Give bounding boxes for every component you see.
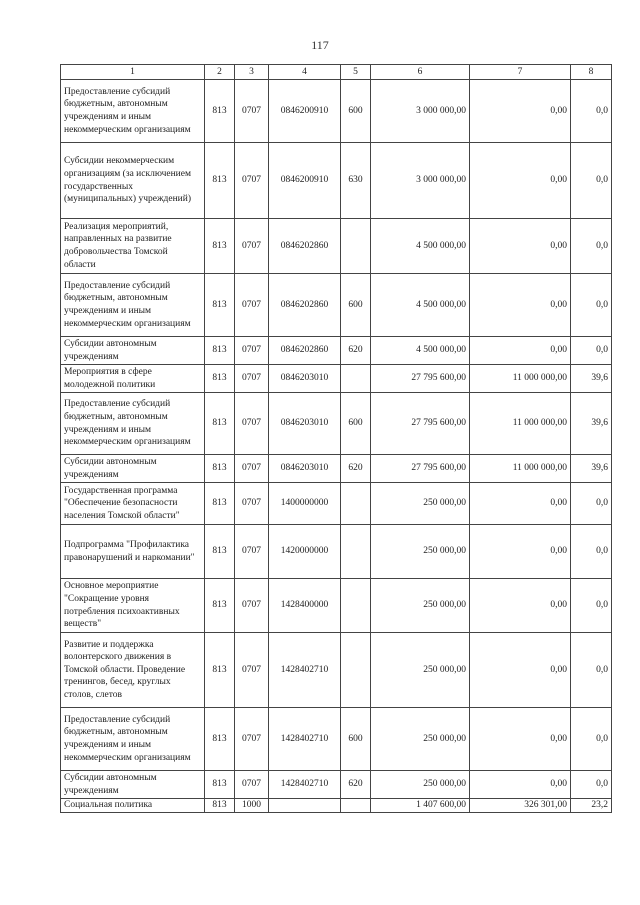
row-pct: 0,0 xyxy=(571,708,612,771)
row-type: 620 xyxy=(341,455,371,483)
row-exec: 11 000 000,00 xyxy=(470,455,571,483)
row-exec: 0,00 xyxy=(470,337,571,365)
row-target: 1400000000 xyxy=(269,483,341,525)
page-number: 117 xyxy=(311,38,329,52)
table-row xyxy=(61,337,612,365)
row-target: 1428402710 xyxy=(269,771,341,799)
row-name: Предоставление субсидий бюджетным, автономным учреждениям и иным некоммерческим организациям xyxy=(61,80,205,143)
row-name: Государственная программа "Обеспечение безопасности населения Томской области" xyxy=(61,483,205,525)
row-pct: 0,0 xyxy=(571,579,612,633)
row-exec: 0,00 xyxy=(470,80,571,143)
row-name: Субсидии некоммерческим организациям (за исключением государственных (муниципальных) учреждений) xyxy=(61,143,205,219)
row-target: 1428402710 xyxy=(269,708,341,771)
row-target: 0846202860 xyxy=(269,337,341,365)
row-ministry: 813 xyxy=(205,337,235,365)
row-pct: 0,0 xyxy=(571,633,612,708)
row-type: 620 xyxy=(341,771,371,799)
row-name: Развитие и поддержка волонтерского движения в Томской области. Проведение тренингов, бесед, круглых столов, слетов xyxy=(61,633,205,708)
row-section: 0707 xyxy=(235,80,269,143)
row-type xyxy=(341,219,371,274)
row-section: 0707 xyxy=(235,143,269,219)
table-row xyxy=(61,393,612,455)
row-exec: 0,00 xyxy=(470,483,571,525)
row-exec: 0,00 xyxy=(470,525,571,579)
row-plan: 250 000,00 xyxy=(371,525,470,579)
row-section: 0707 xyxy=(235,274,269,337)
row-pct: 0,0 xyxy=(571,143,612,219)
row-exec: 0,00 xyxy=(470,579,571,633)
header-cell-4: 4 xyxy=(269,65,341,80)
row-plan: 27 795 600,00 xyxy=(371,365,470,393)
table-row xyxy=(61,633,612,708)
header-row xyxy=(61,65,612,80)
row-ministry: 813 xyxy=(205,365,235,393)
row-target: 0846202860 xyxy=(269,219,341,274)
row-exec: 0,00 xyxy=(470,219,571,274)
row-pct: 0,0 xyxy=(571,219,612,274)
header-cell-2: 2 xyxy=(205,65,235,80)
row-section: 0707 xyxy=(235,708,269,771)
row-plan: 250 000,00 xyxy=(371,579,470,633)
row-exec: 0,00 xyxy=(470,143,571,219)
row-ministry: 813 xyxy=(205,219,235,274)
table-row xyxy=(61,799,612,813)
table-row xyxy=(61,143,612,219)
row-plan: 250 000,00 xyxy=(371,771,470,799)
row-pct: 39,6 xyxy=(571,393,612,455)
header-cell-8: 8 xyxy=(571,65,612,80)
row-ministry: 813 xyxy=(205,274,235,337)
row-name: Субсидии автономным учреждениям xyxy=(61,455,205,483)
row-ministry: 813 xyxy=(205,633,235,708)
row-ministry: 813 xyxy=(205,579,235,633)
row-name: Подпрограмма "Профилактика правонарушений и наркомании" xyxy=(61,525,205,579)
table-row xyxy=(61,708,612,771)
budget-table xyxy=(60,64,612,813)
row-ministry: 813 xyxy=(205,393,235,455)
row-ministry: 813 xyxy=(205,708,235,771)
row-exec: 0,00 xyxy=(470,633,571,708)
row-name: Основное мероприятие "Сокращение уровня потребления психоактивных веществ" xyxy=(61,579,205,633)
row-pct: 23,2 xyxy=(571,799,612,813)
row-pct: 0,0 xyxy=(571,274,612,337)
row-target: 1428402710 xyxy=(269,633,341,708)
row-exec: 0,00 xyxy=(470,708,571,771)
row-target: 0846203010 xyxy=(269,365,341,393)
row-plan: 27 795 600,00 xyxy=(371,455,470,483)
row-target: 0846202860 xyxy=(269,274,341,337)
row-target: 0846200910 xyxy=(269,143,341,219)
row-type: 620 xyxy=(341,337,371,365)
row-pct: 0,0 xyxy=(571,525,612,579)
row-exec: 11 000 000,00 xyxy=(470,365,571,393)
row-name: Реализация мероприятий, направленных на развитие добровольчества Томской области xyxy=(61,219,205,274)
table-row xyxy=(61,80,612,143)
row-ministry: 813 xyxy=(205,771,235,799)
table-row xyxy=(61,219,612,274)
row-pct: 0,0 xyxy=(571,337,612,365)
row-section: 0707 xyxy=(235,365,269,393)
row-exec: 0,00 xyxy=(470,274,571,337)
row-ministry: 813 xyxy=(205,455,235,483)
row-target: 1428400000 xyxy=(269,579,341,633)
row-plan: 3 000 000,00 xyxy=(371,80,470,143)
row-ministry: 813 xyxy=(205,80,235,143)
row-section: 0707 xyxy=(235,393,269,455)
table-row xyxy=(61,483,612,525)
row-exec: 0,00 xyxy=(470,771,571,799)
row-type xyxy=(341,365,371,393)
row-target: 0846203010 xyxy=(269,455,341,483)
table-row xyxy=(61,274,612,337)
row-type: 600 xyxy=(341,393,371,455)
row-section: 0707 xyxy=(235,633,269,708)
row-name: Предоставление субсидий бюджетным, автономным учреждениям и иным некоммерческим организациям xyxy=(61,274,205,337)
row-section: 0707 xyxy=(235,525,269,579)
row-type: 630 xyxy=(341,143,371,219)
row-name: Мероприятия в сфере молодежной политики xyxy=(61,365,205,393)
row-ministry: 813 xyxy=(205,525,235,579)
row-type xyxy=(341,525,371,579)
row-name: Субсидии автономным учреждениям xyxy=(61,771,205,799)
row-plan: 27 795 600,00 xyxy=(371,393,470,455)
header-cell-7: 7 xyxy=(470,65,571,80)
row-plan: 250 000,00 xyxy=(371,633,470,708)
row-target: 1420000000 xyxy=(269,525,341,579)
row-plan: 250 000,00 xyxy=(371,483,470,525)
row-pct: 0,0 xyxy=(571,771,612,799)
row-ministry: 813 xyxy=(205,799,235,813)
row-type xyxy=(341,799,371,813)
row-name: Социальная политика xyxy=(61,799,205,813)
row-type: 600 xyxy=(341,274,371,337)
row-exec: 11 000 000,00 xyxy=(470,393,571,455)
row-name: Субсидии автономным учреждениям xyxy=(61,337,205,365)
table-row xyxy=(61,771,612,799)
row-type: 600 xyxy=(341,80,371,143)
table-row xyxy=(61,525,612,579)
table-row xyxy=(61,455,612,483)
row-pct: 39,6 xyxy=(571,455,612,483)
row-plan: 4 500 000,00 xyxy=(371,337,470,365)
row-name: Предоставление субсидий бюджетным, автономным учреждениям и иным некоммерческим организациям xyxy=(61,708,205,771)
row-type: 600 xyxy=(341,708,371,771)
row-section: 1000 xyxy=(235,799,269,813)
row-plan: 3 000 000,00 xyxy=(371,143,470,219)
row-target: 0846200910 xyxy=(269,80,341,143)
header-cell-3: 3 xyxy=(235,65,269,80)
row-name: Предоставление субсидий бюджетным, автономным учреждениям и иным некоммерческим организациям xyxy=(61,393,205,455)
row-type xyxy=(341,633,371,708)
row-ministry: 813 xyxy=(205,143,235,219)
header-cell-5: 5 xyxy=(341,65,371,80)
row-exec: 326 301,00 xyxy=(470,799,571,813)
row-section: 0707 xyxy=(235,483,269,525)
table-row xyxy=(61,579,612,633)
row-target xyxy=(269,799,341,813)
row-ministry: 813 xyxy=(205,483,235,525)
table-row xyxy=(61,365,612,393)
header-cell-6: 6 xyxy=(371,65,470,80)
header-cell-1: 1 xyxy=(61,65,205,80)
row-pct: 0,0 xyxy=(571,483,612,525)
row-type xyxy=(341,483,371,525)
row-plan: 1 407 600,00 xyxy=(371,799,470,813)
row-section: 0707 xyxy=(235,771,269,799)
row-section: 0707 xyxy=(235,337,269,365)
row-pct: 39,6 xyxy=(571,365,612,393)
row-section: 0707 xyxy=(235,455,269,483)
row-type xyxy=(341,579,371,633)
row-section: 0707 xyxy=(235,579,269,633)
row-target: 0846203010 xyxy=(269,393,341,455)
row-plan: 4 500 000,00 xyxy=(371,219,470,274)
row-plan: 250 000,00 xyxy=(371,708,470,771)
row-plan: 4 500 000,00 xyxy=(371,274,470,337)
row-section: 0707 xyxy=(235,219,269,274)
row-pct: 0,0 xyxy=(571,80,612,143)
